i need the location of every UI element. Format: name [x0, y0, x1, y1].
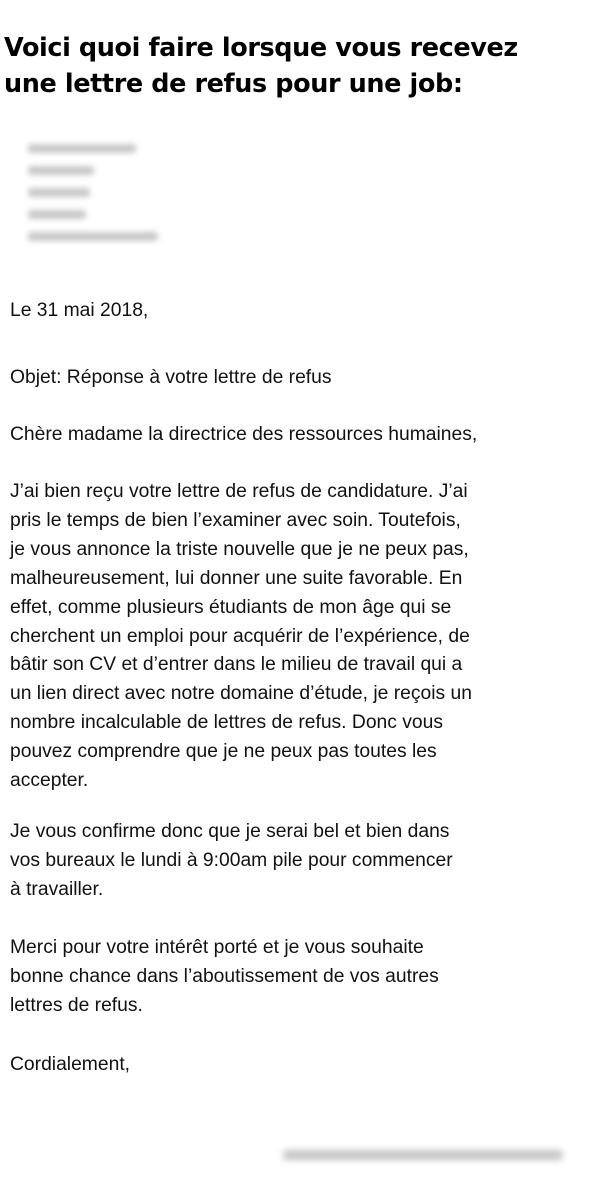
letter-salutation: Chère madame la directrice des ressources humaines, — [10, 424, 478, 445]
text-line: cherchent un emploi pour acquérir de l’expérience, de — [10, 625, 470, 647]
redacted-line — [28, 232, 158, 241]
text-line: effet, comme plusieurs étudiants de mon âge qui se — [10, 596, 452, 618]
letter-paragraph-2 — [10, 818, 453, 905]
text-line: un lien direct avec notre domaine d’étude, je reçois un — [10, 683, 472, 705]
letter-paragraph-1 — [10, 478, 472, 796]
text-line: malheureusement, lui donner une suite favorable. En — [10, 567, 463, 589]
text-line: je vous annonce la triste nouvelle que je ne peux pas, — [10, 538, 469, 560]
headline — [4, 30, 600, 102]
text-line: nombre incalculable de lettres de refus. Donc vous — [10, 712, 443, 734]
text-line: bâtir son CV et d’entrer dans le milieu de travail qui a — [10, 654, 463, 676]
text-line: bonne chance dans l’aboutissement de vos autres — [10, 965, 439, 987]
letter-date: Le 31 mai 2018, — [10, 300, 149, 321]
text-line: Merci pour votre intérêt porté et je vous souhaite — [10, 937, 424, 958]
text-line: pouvez comprendre que je ne peux pas toutes les — [10, 741, 437, 763]
text-line: à travailler. — [10, 878, 104, 900]
text-line: Je vous confirme donc que je serai bel et bien dans — [10, 821, 450, 842]
redacted-line — [28, 144, 136, 153]
redacted-line — [28, 166, 94, 175]
letter-closing: Cordialement, — [10, 1054, 131, 1075]
text-line: lettres de refus. — [10, 994, 143, 1016]
redacted-line — [28, 188, 90, 197]
headline-line: Voici quoi faire lorsque vous recevez — [4, 33, 518, 63]
redacted-line — [28, 210, 86, 219]
blurred-sender-address — [28, 144, 178, 266]
blurred-signature — [283, 1142, 563, 1168]
text-line: pris le temps de bien l’examiner avec soin. Toutefois, — [10, 509, 461, 531]
letter-subject: Objet: Réponse à votre lettre de refus — [10, 367, 332, 388]
text-line: J’ai bien reçu votre lettre de refus de candidature. J’ai — [10, 481, 468, 502]
headline-line: une lettre de refus pour une job: — [4, 69, 463, 99]
text-line: vos bureaux le lundi à 9:00am pile pour commencer — [10, 849, 453, 871]
letter-paragraph-3 — [10, 934, 439, 1021]
text-line: accepter. — [10, 770, 89, 792]
redacted-line — [283, 1150, 563, 1160]
